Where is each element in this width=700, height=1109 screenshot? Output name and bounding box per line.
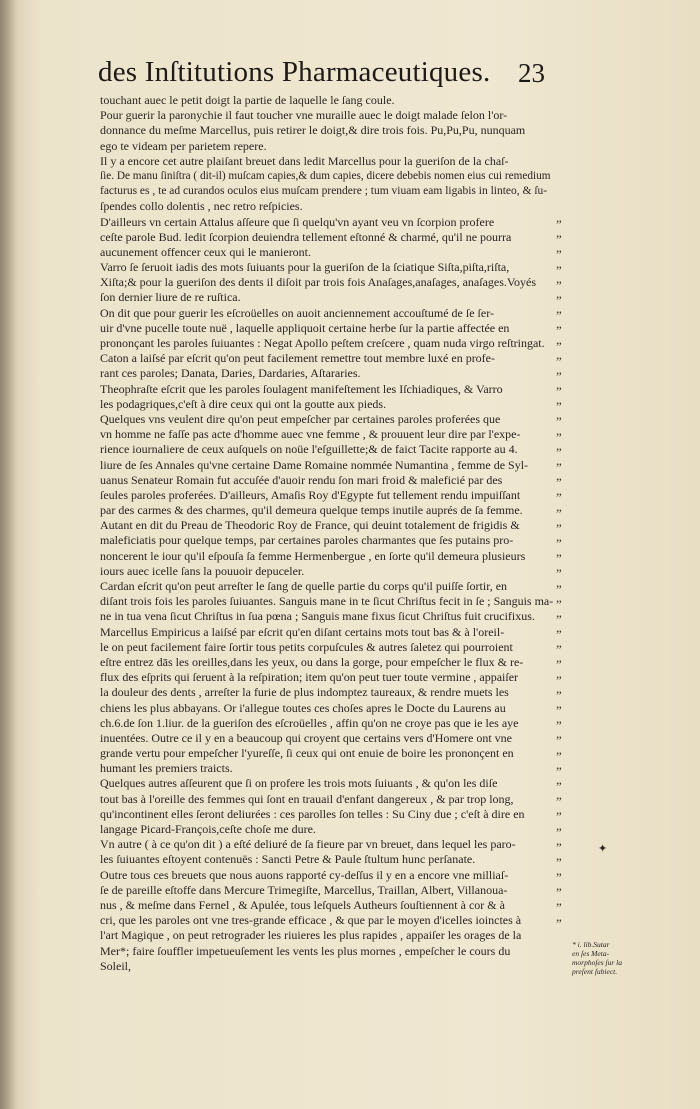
quote-mark: „ [556, 680, 562, 696]
text-line: ſon dernier liure de re ruſtica. [100, 290, 241, 305]
text-line: ſpendes collo dolentis , nec retro reſpicies. [100, 199, 303, 214]
margin-note-line: * i. lib.Sutar [572, 940, 610, 949]
text-line: les podagriques,c'eſt à dire ceux qui ont la goutte aux pieds. [100, 396, 387, 411]
quote-mark: „ [556, 574, 562, 590]
text-line: Autant en dit du Preau de Theodoric Roy de France, qui deuint totalement de frigidis & [100, 518, 520, 533]
quote-mark: „ [556, 225, 562, 241]
quote-mark: „ [556, 589, 562, 605]
text-line: Marcellus Empiricus a laiſsé par eſcrit qu'en diſant certains mots tout bas & à l'oreil- [100, 624, 505, 639]
quote-mark: „ [556, 285, 562, 301]
text-line: langage Picard-François,ceſte choſe me dure. [100, 822, 316, 836]
quote-mark: „ [556, 331, 562, 347]
text-line: Vn autre ( à ce qu'on dit ) a eſté deliuré de ſa fieure par vn breuet, dans lequel les paro- [100, 837, 516, 852]
text-line: donnance du meſme Marcellus, puis retirer le doigt,& dire trois fois. Pu,Pu,Pu, nunquam [100, 123, 526, 138]
quote-mark: „ [556, 559, 562, 575]
text-line: prononçant les paroles ſuiuantes : Negat Apollo peſtem creſcere , quam nuda virgo reſtringat. [100, 336, 545, 350]
text-line: Theophraſte eſcrit que les paroles ſoulagent manifeſtement les Iſchiadiques, & Varro [100, 381, 503, 396]
text-line: Varro ſe ſeruoit iadis des mots ſuiuants pour la gueriſon de la ſciatique Siſta,piſta,riſta, [100, 260, 510, 275]
ornament-mark: ✦ [598, 842, 608, 855]
margin-note [572, 940, 642, 976]
text-line: uir d'vne pucelle toute nuë , laquelle appliquoit certaine herbe ſur la partie affectée en [100, 320, 510, 335]
body-text [100, 93, 554, 974]
quote-mark: „ [556, 422, 562, 438]
text-line: ceſte parole Bud. ledit ſcorpion deuiendra tellement eſtonné & charmé, qu'il ne pourra [100, 229, 512, 244]
text-line: la douleur des dents , arreſter la furie de plus indomptez taureaux, & rendre muets les [100, 685, 509, 700]
text-line: eſtre entrez dās les oreilles,dans les yeux, ou dans la gorge, pour empeſcher le flux & re- [100, 654, 524, 669]
text-line: On dit que pour guerir les eſcroüelles on auoit anciennement accouſtumé de ſe ſer- [100, 305, 494, 320]
margin-note-line: en ſes Meta- [572, 949, 610, 958]
text-line: ſe de pareille eſtoffe dans Mercure Trimegiſte, Marcellus, Traillan, Albert, Villanoua- [100, 882, 508, 897]
quote-mark: „ [556, 908, 562, 924]
quote-mark: „ [556, 392, 562, 408]
text-line: le on peut facilement faire ſortir tous petits corpuſcules & autres ſaletez qui pourroient [100, 639, 513, 654]
text-line: chiens les plus abbayans. Or i'allegue toutes ces choſes apres le Docte du Laurens au [100, 700, 506, 715]
quote-mark: „ [556, 741, 562, 757]
text-line: par des carmes & des charmes, qu'il demeura quelque temps inutile auprés de ſa femme. [100, 503, 523, 518]
quote-mark: „ [556, 270, 562, 286]
text-line: D'ailleurs vn certain Attalus aſſeure que ſi quelqu'vn ayant veu vn ſcorpion profere [100, 214, 495, 229]
text-line: maleficiatis pour quelque temps, par certaines paroles charmantes que ſes putains pro- [100, 533, 514, 548]
quote-mark: „ [556, 665, 562, 681]
quote-mark: „ [556, 453, 562, 468]
text-line: l'art Magique , on peut retrograder les riuieres les plus rapides , appaiſer les orages de la [100, 928, 522, 943]
quote-mark: „ [556, 468, 562, 484]
quote-mark: „ [556, 240, 562, 256]
quote-mark: „ [556, 255, 562, 271]
quote-mark: „ [556, 893, 562, 909]
text-line: Xiſta;& pour la gueriſon des dents il diſoit par trois fois Anaſages,anaſages, anaſages.Voyés [100, 275, 537, 290]
quote-mark: „ [556, 711, 562, 727]
quote-mark: „ [556, 771, 562, 787]
text-line: ne in tua vena ſicut Chriſtus in ſua pœna ; Sanguis mane fixus ſicut Chriſtus fuit crucifixus. [100, 609, 535, 624]
quote-mark: „ [556, 361, 562, 377]
margin-note-line: preſent ſubiect. [572, 967, 618, 976]
margin-quote-marks [556, 210, 570, 924]
quote-mark: „ [556, 407, 562, 423]
quote-mark: „ [556, 377, 562, 393]
quote-mark: „ [556, 878, 562, 894]
text-line: Quelques vns veulent dire qu'on peut empeſcher par certaines paroles proferées que [100, 411, 501, 426]
text-line: aucunement offencer ceux qui le manieront. [100, 244, 312, 259]
quote-mark: „ [556, 802, 562, 818]
text-line: flux des eſprits qui ſeruent à la reſpiration; item qu'on peut tuer toute vermine , appaiſer [100, 670, 519, 685]
quote-mark: „ [556, 726, 562, 742]
text-line: noncerent le iour qu'il eſpouſa ſa femme Hermenbergue , en ſorte qu'il demeura plusieurs [100, 548, 526, 563]
text-line: ſie. De manu ſiniſtra ( dit-il) muſcam capies,& dum capies, dicere debebis nomen eius cui remedium [100, 169, 551, 182]
text-line: liure de ſes Annales qu'vne certaine Dame Romaine nommée Numantina , femme de Syl- [100, 457, 529, 472]
quote-mark: „ [556, 635, 562, 651]
text-line: cri, que les paroles ont vne tres-grande efficace , & que par le moyen d'icelles ioinctes à [100, 913, 522, 928]
text-line: Caton a laiſsé par eſcrit qu'on peut facilement remettre tout membre luxé en profe- [100, 351, 496, 366]
text-line: rience iournaliere de ceux auſquels on noüe l'eſguillette;& de faict Tacite rapporte au 4. [100, 442, 518, 457]
text-line: ego te videam per parietem repere. [100, 138, 267, 153]
quote-mark: „ [556, 650, 562, 666]
quote-mark: „ [556, 620, 562, 636]
text-line: les ſuiuantes eſtoyent contenuës : Sancti Petre & Paule ſtultum hunc perſanate. [100, 852, 476, 867]
text-line: touchant auec le petit doigt la partie de laquelle le ſang coule. [100, 93, 395, 107]
page-number: 23 [518, 58, 545, 88]
quote-mark: „ [556, 832, 562, 848]
quote-mark: „ [556, 301, 562, 317]
quote-mark: „ [556, 863, 562, 879]
text-line: iours auec icelle ſans la pouuoir depuceler. [100, 563, 305, 578]
quote-mark: „ [556, 756, 562, 772]
text-line: rant ces paroles; Danata, Daries, Dardaries, Aſtararies. [100, 366, 361, 381]
quote-mark: „ [556, 498, 562, 514]
text-line: ſeules paroles proferées. D'ailleurs, Amaſis Roy d'Egypte fut tellement rendu impuiſſant [100, 487, 521, 502]
quote-mark: „ [556, 210, 562, 225]
text-line: Pour guerir la paronychie il faut toucher vne muraille auec le doigt malade ſelon l'or- [100, 108, 508, 123]
quote-mark: „ [556, 483, 562, 499]
text-line: vn homme ne faſſe pas acte d'homme auec vne femme , & prouuent leur dire par l'expe- [100, 427, 521, 442]
text-line: Il y a encore cet autre plaiſant breuet dans ledit Marcellus pour la gueriſon de la chaſ- [100, 153, 509, 168]
quote-mark: „ [556, 787, 562, 803]
text-line: grande vertu pour empeſcher l'yureſſe, ſi ceux qui ont enuie de boire les prononçent en [100, 746, 514, 761]
text-line: Quelques autres aſſeurent que ſi on profere les trois mots ſuiuants , & qu'on les diſe [100, 776, 498, 791]
text-line: Outre tous ces breuets que nous auons rapporté cy-deſſus il y en a encore vne milliaſ- [100, 867, 509, 882]
quote-mark: „ [556, 316, 562, 332]
quote-mark: „ [556, 696, 562, 711]
quote-mark: „ [556, 513, 562, 529]
text-line: diſant trois fois les paroles ſuiuantes. Sanguis mane in te ſicut Chriſtus fecit in ſe ; Sanguis ma- [100, 594, 554, 609]
text-line: humant les premiers traicts. [100, 761, 233, 776]
quote-mark: „ [556, 437, 562, 453]
quote-mark: „ [556, 528, 562, 544]
text-line: qu'incontinent elles ſeront deliurées : ces parolles ſon telles : Su Ciny due ; c'eſt à dire en [100, 806, 525, 821]
margin-note-line: morphoſes ſur la [572, 958, 623, 967]
quote-mark: „ [556, 604, 562, 620]
quote-mark: „ [556, 817, 562, 833]
text-line: uanus Senateur Romain fut accuſée d'auoir rendu ſon mari froid & maleficié par des [100, 472, 503, 487]
gutter-shadow [0, 0, 18, 1109]
running-header [98, 56, 568, 92]
text-line: Mer*; faire ſouffler impetueuſement les vents les plus mornes , empeſcher le cours du [100, 943, 511, 958]
text-line: Soleil, [100, 958, 132, 973]
quote-mark: „ [556, 847, 562, 863]
quote-mark: „ [556, 346, 562, 362]
text-line: facturus es , te ad curandos oculos eius muſcam prendere ; tum viuam eam ligabis in linteo, & ſu- [100, 185, 548, 198]
quote-mark: „ [556, 544, 562, 560]
text-line: tout bas à l'oreille des femmes qui ſont en trauail d'enfant dangereux , & par trop long, [100, 791, 514, 806]
text-line: Cardan eſcrit qu'on peut arreſter le ſang de quelle partie du corps qu'il puiſſe ſortir, en [100, 579, 508, 593]
text-line: ch.6.de ſon 1.liur. de la gueriſon des eſcroüelles , affin qu'on ne croye pas que ie les aye [100, 715, 519, 730]
text-line: nus , & meſme dans Fernel , & Apulée, tous leſquels Autheurs ſouſtiennent à cor & à [100, 897, 505, 912]
text-line: inuentées. Outre ce il y en a beaucoup qui croyent que certains vers d'Homere ont vne [100, 730, 513, 745]
page-title: des Inſtitutions Pharmaceutiques. [98, 56, 491, 88]
